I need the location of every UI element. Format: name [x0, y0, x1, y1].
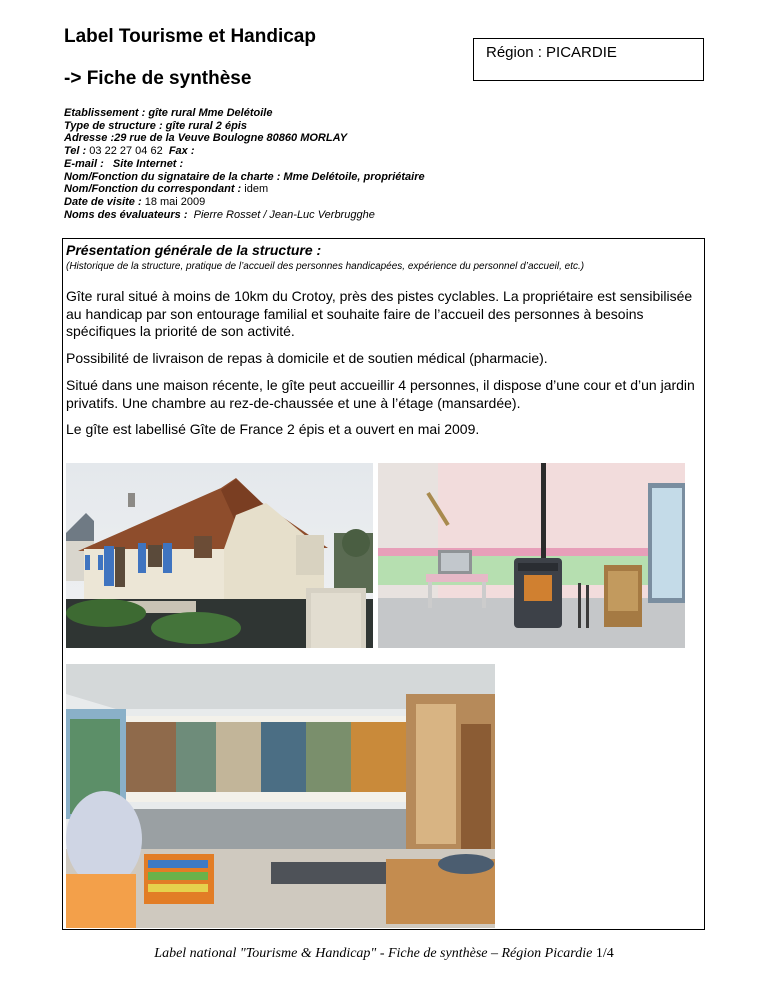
site-label: Site Internet : [112, 157, 184, 170]
page-subtitle: -> Fiche de synthèse [64, 68, 252, 89]
etablissement: Etablissement : gîte rural Mme Delétoile [64, 107, 273, 119]
region-box: Région : PICARDIE [473, 38, 704, 81]
evaluateurs-label: Noms des évaluateurs : [64, 208, 188, 221]
signataire: Nom/Fonction du signataire de la charte : Mme Delétoile, propriétaire [64, 170, 425, 183]
section-title: Présentation générale de la structure : [66, 242, 322, 258]
paragraph-4: Le gîte est labellisé Gîte de France 2 épis et a ouvert en mai 2009. [66, 421, 480, 437]
footer-text: Label national "Tourisme & Handicap" - Fiche de synthèse – Région Picardie [154, 946, 593, 961]
interior-stove-photo [378, 463, 685, 648]
correspondant-label: Nom/Fonction du correspondant : [64, 183, 242, 196]
paragraph-2: Possibilité de livraison de repas à domicile et de soutien médical (pharmacie). [66, 350, 548, 366]
veranda-photo [66, 664, 495, 928]
fax-label: Fax : [168, 145, 195, 158]
page-number: 1/4 [595, 946, 614, 961]
establishment-info [64, 107, 425, 221]
section-subtitle: (Historique de la structure, pratique de l’accueil des personnes handicapées, expérience du personnel d’accueil, etc.) [66, 261, 585, 272]
email-label: E-mail : [64, 157, 104, 170]
paragraph-1: Gîte rural situé à moins de 10km du Crotoy, près des pistes cyclables. La propriétaire est sensibilisée au handicap par son entourage familial et souhaite faire de l’accueil des personnes à besoins spécifiques la priorité de son activité. [66, 288, 693, 339]
page-footer [0, 946, 768, 962]
date-label: Date de visite : [64, 195, 142, 208]
date-value: 18 mai 2009 [144, 195, 206, 208]
tel-label: Tel : [64, 145, 87, 158]
house-exterior-photo [66, 463, 373, 648]
paragraph-3: Situé dans une maison récente, le gîte peut accueillir 4 personnes, il dispose d’une cour et d’un jardin privatifs. Une chambre au rez-de-chaussée et une à l’étage (mansardée). [66, 377, 695, 411]
tel-value: 03 22 27 04 62 [89, 145, 163, 158]
evaluateurs-value: Pierre Rosset / Jean-Luc Verbrugghe [193, 208, 375, 221]
adresse: Adresse :29 rue de la Veuve Boulogne 80860 MORLAY [64, 132, 348, 145]
type-structure: Type de structure : gîte rural 2 épis [64, 119, 247, 132]
correspondant-value: idem [244, 183, 269, 196]
page-title: Label Tourisme et Handicap [64, 26, 316, 47]
